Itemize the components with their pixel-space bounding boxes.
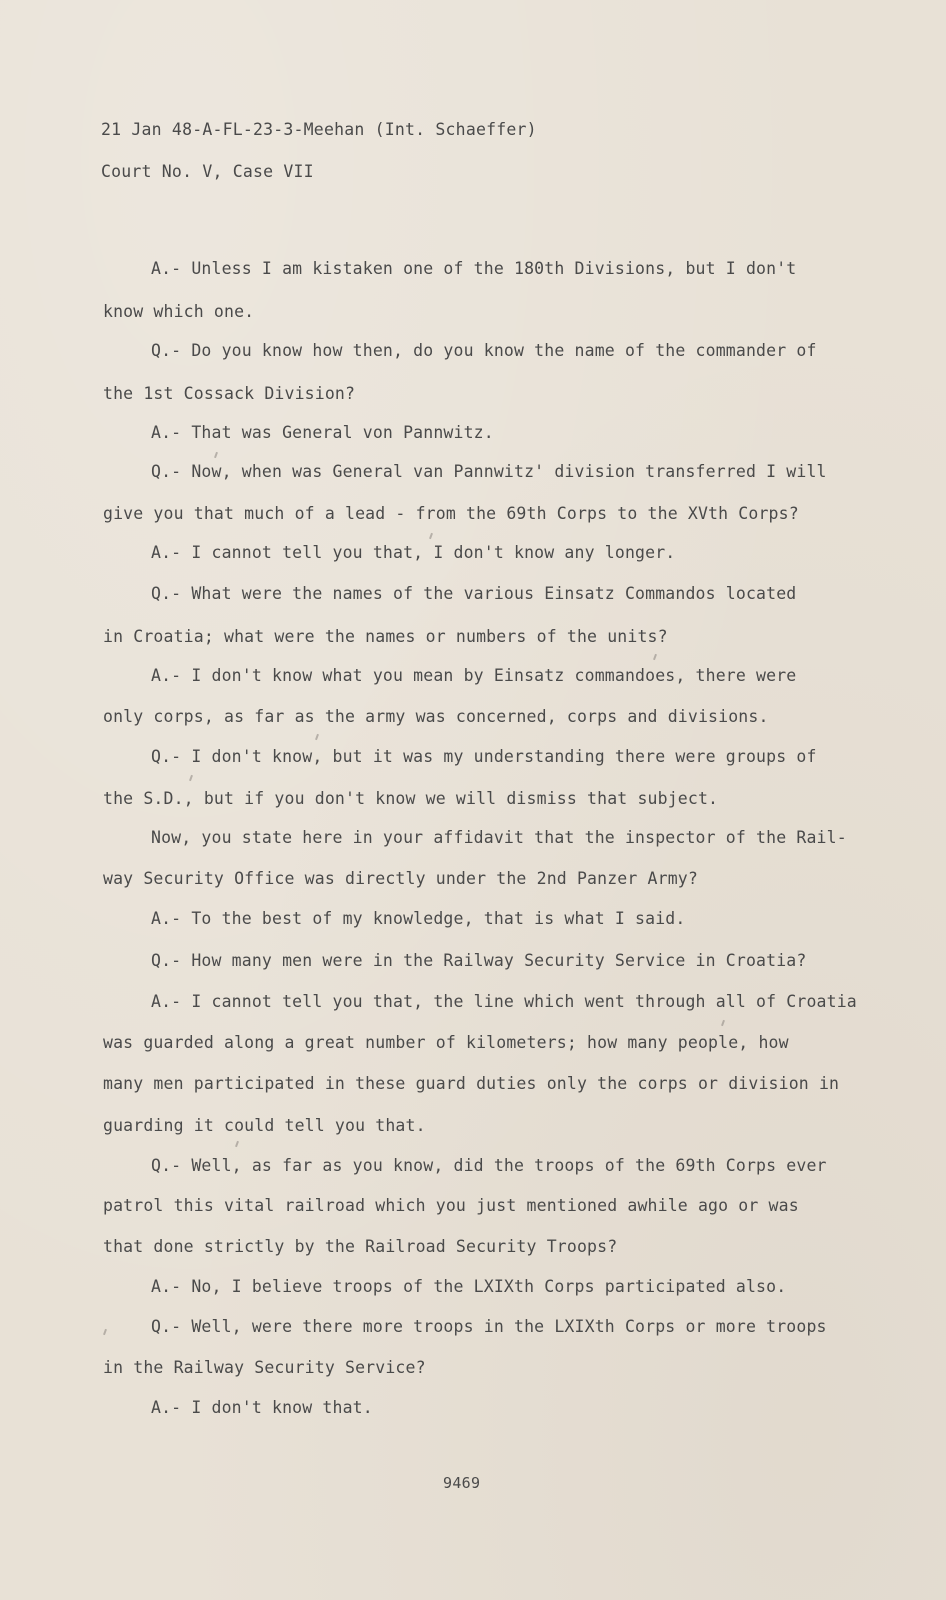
transcript-line: that done strictly by the Railroad Security Troops? <box>103 1237 618 1256</box>
transcript-line: A.- I cannot tell you that, I don't know any longer. <box>151 543 676 562</box>
stray-mark <box>235 1141 239 1147</box>
transcript-line: Q.- How many men were in the Railway Security Service in Croatia? <box>151 951 807 970</box>
transcript-line: way Security Office was directly under the 2nd Panzer Army? <box>103 869 698 888</box>
transcript-line: Q.- Well, as far as you know, did the troops of the 69th Corps ever <box>151 1156 827 1175</box>
transcript-line: A.- No, I believe troops of the LXIXth Corps participated also. <box>151 1277 787 1296</box>
transcript-line: the 1st Cossack Division? <box>103 384 356 403</box>
stray-mark <box>315 734 319 740</box>
transcript-line: A.- To the best of my knowledge, that is what I said. <box>151 909 686 928</box>
transcript-line: A.- I don't know what you mean by Einsatz commandoes, there were <box>151 666 797 685</box>
transcript-line: Q.- What were the names of the various Einsatz Commandos located <box>151 584 797 603</box>
transcript-line: give you that much of a lead - from the 69th Corps to the XVth Corps? <box>103 504 799 523</box>
stray-mark <box>103 1329 107 1335</box>
transcript-line: the S.D., but if you don't know we will dismiss that subject. <box>103 789 719 808</box>
transcript-line: Q.- Do you know how then, do you know the name of the commander of <box>151 341 817 360</box>
transcript-line: A.- I cannot tell you that, the line which went through all of Croatia <box>151 992 857 1011</box>
transcript-line: was guarded along a great number of kilometers; how many people, how <box>103 1033 789 1052</box>
transcript-line: in Croatia; what were the names or numbers of the units? <box>103 627 668 646</box>
stray-mark <box>653 654 657 660</box>
transcript-line: Now, you state here in your affidavit that the inspector of the Rail- <box>151 828 847 847</box>
stray-mark <box>189 775 193 781</box>
transcript-line: Q.- Well, were there more troops in the LXIXth Corps or more troops <box>151 1317 827 1336</box>
document-header-court: Court No. V, Case VII <box>101 162 314 181</box>
transcript-line: many men participated in these guard duties only the corps or division in <box>103 1074 840 1093</box>
transcript-line: know which one. <box>103 302 255 321</box>
transcript-line: guarding it could tell you that. <box>103 1116 426 1135</box>
transcript-line: Q.- I don't know, but it was my understanding there were groups of <box>151 747 817 766</box>
transcript-line: A.- That was General von Pannwitz. <box>151 423 494 442</box>
document-header-reference: 21 Jan 48-A-FL-23-3-Meehan (Int. Schaeffer) <box>101 120 537 139</box>
transcript-line: A.- I don't know that. <box>151 1398 373 1417</box>
stray-mark <box>429 533 433 539</box>
stray-mark <box>721 1020 725 1026</box>
transcript-line: patrol this vital railroad which you just mentioned awhile ago or was <box>103 1196 799 1215</box>
stray-mark <box>214 452 218 458</box>
transcript-line: Q.- Now, when was General van Pannwitz' division transferred I will <box>151 462 827 481</box>
transcript-line: in the Railway Security Service? <box>103 1358 426 1377</box>
transcript-line: A.- Unless I am kistaken one of the 180th Divisions, but I don't <box>151 259 797 278</box>
transcript-line: only corps, as far as the army was concerned, corps and divisions. <box>103 707 769 726</box>
page-number: 9469 <box>443 1474 481 1492</box>
